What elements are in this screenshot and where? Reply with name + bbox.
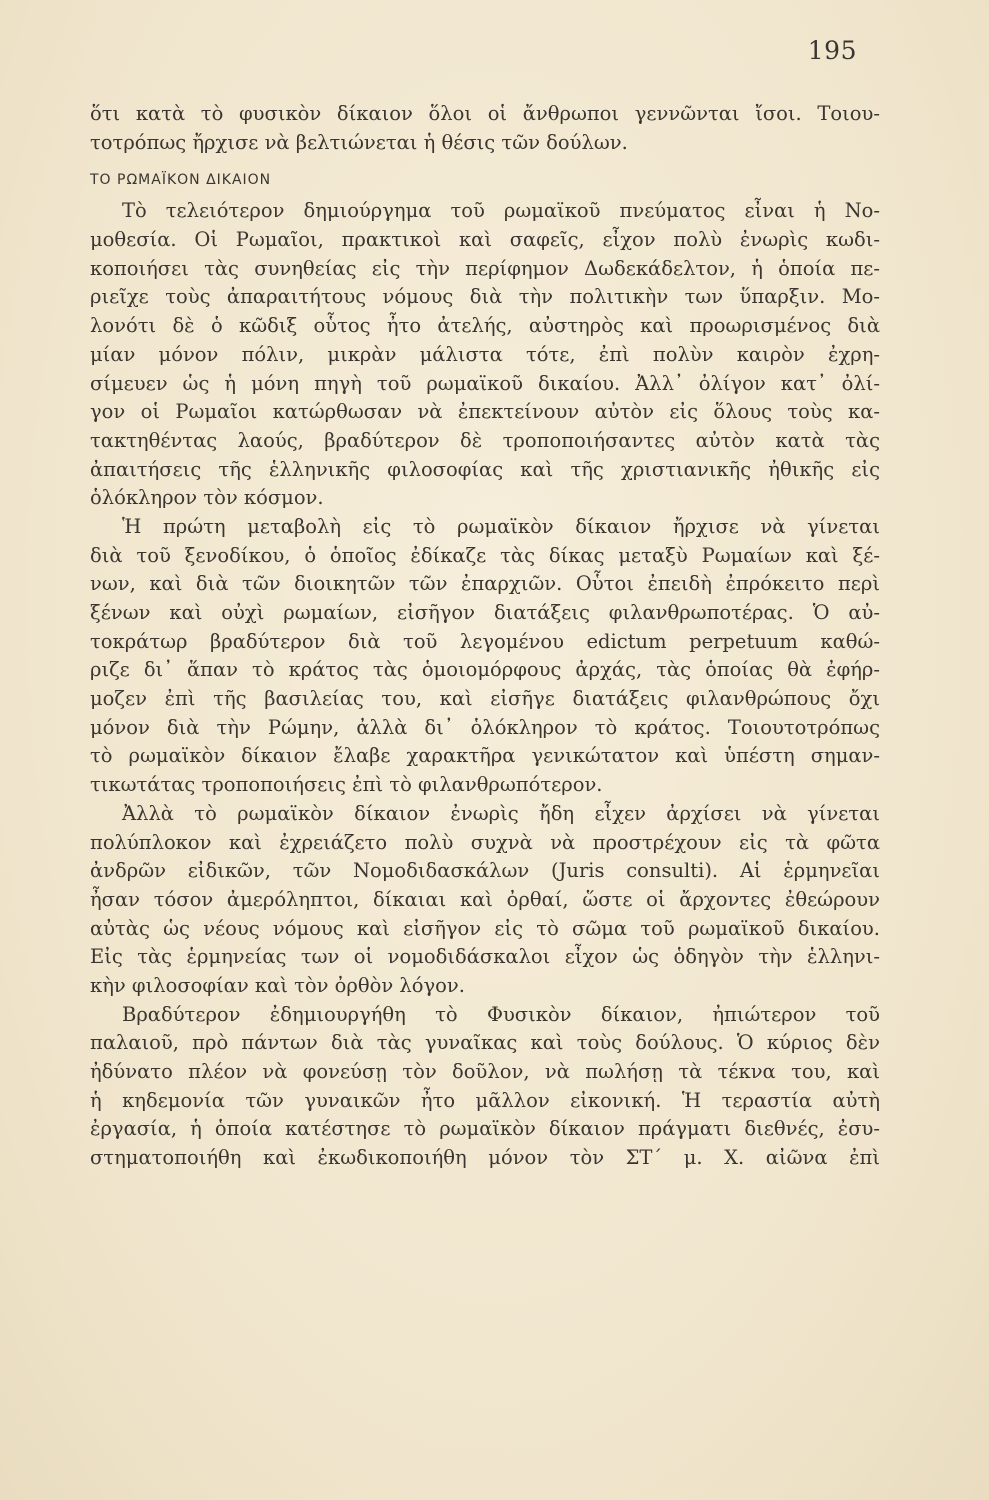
text-line: Εἰς τὰς ἑρμηνείας των οἱ νομοδιδάσκαλοι εἶχον ὡς ὁδηγὸν τὴν ἑλληνι-: [90, 945, 880, 969]
text-line: τοκράτωρ βραδύτερον διὰ τοῦ λεγομένου edictum perpetuum καθώ-: [90, 629, 880, 653]
text-line: ἠδύνατο πλέον νὰ φονεύσῃ τὸν δοῦλον, νὰ πωλήσῃ τὰ τέκνα του, καὶ: [90, 1060, 880, 1083]
page-number: 195: [807, 36, 857, 65]
text-line: ριζε δι᾽ ἅπαν τὸ κράτος τὰς ὁμοιομόρφους ἀρχάς, τὰς ὁποίας θὰ ἐφήρ-: [90, 658, 880, 682]
text-line: κὴν φιλοσοφίαν καὶ τὸν ὀρθὸν λόγον.: [90, 973, 465, 997]
text-line: Τὸ τελειότερον δημιούργημα τοῦ ρωμαϊκοῦ πνεύματος εἶναι ἡ Νο-: [122, 199, 880, 223]
text-line: ριεῖχε τοὺς ἀπαραιτήτους νόμους διὰ τὴν πολιτικὴν των ὕπαρξιν. Μο-: [90, 285, 880, 309]
text-line: ἀπαιτήσεις τῆς ἑλληνικῆς φιλοσοφίας καὶ τῆς χριστιανικῆς ἠθικῆς εἰς: [90, 457, 880, 481]
text-line: μοζεν ἐπὶ τῆς βασιλείας του, καὶ εἰσῆγε διατάξεις φιλανθρώπους ὄχι: [90, 687, 880, 711]
text-line: σίμευεν ὡς ἡ μόνη πηγὴ τοῦ ρωμαϊκοῦ δικαίου. Ἀλλ᾽ ὀλίγον κατ᾽ ὀλί-: [90, 371, 880, 395]
text-line: Ἡ πρώτη μεταβολὴ εἰς τὸ ρωμαϊκὸν δίκαιον ἤρχισε νὰ γίνεται: [122, 514, 880, 538]
text-line: Ἀλλὰ τὸ ρωμαϊκὸν δίκαιον ἐνωρὶς ἤδη εἶχεν ἀρχίσει νὰ γίνεται: [122, 801, 880, 825]
text-line: τακτηθέντας λαούς, βραδύτερον δὲ τροποποιήσαντες αὐτὸν κατὰ τὰς: [90, 428, 880, 452]
section-heading: ΤΟ ΡΩΜΑΪΚΟΝ ΔΙΚΑΙΟΝ: [90, 172, 272, 189]
body-text: [90, 100, 880, 1173]
text-line: ἦσαν τόσον ἀμερόληπτοι, δίκαιαι καὶ ὀρθαί, ὥστε οἱ ἄρχοντες ἐθεώρουν: [90, 887, 880, 911]
text-line: νων, καὶ διὰ τῶν διοικητῶν τῶν ἐπαρχιῶν. Οὗτοι ἐπειδὴ ἐπρόκειτο περὶ: [90, 572, 880, 596]
text-line: ἐργασία, ἡ ὁποία κατέστησε τὸ ρωμαϊκὸν δίκαιον πράγματι διεθνές, ἐσυ-: [90, 1117, 880, 1141]
text-line: πολύπλοκον καὶ ἐχρειάζετο πολὺ συχνὰ νὰ προστρέχουν εἰς τὰ φῶτα: [90, 830, 880, 854]
text-line: παλαιοῦ, πρὸ πάντων διὰ τὰς γυναῖκας καὶ τοὺς δούλους. Ὁ κύριος δὲν: [90, 1031, 880, 1055]
text-line: στηματοποιήθη καὶ ἐκωδικοποιήθη μόνον τὸν ΣΤ´ μ. Χ. αἰῶνα ἐπὶ: [90, 1146, 880, 1170]
text-line: ξένων καὶ οὐχὶ ρωμαίων, εἰσῆγον διατάξεις φιλανθρωποτέρας. Ὁ αὐ-: [90, 601, 880, 624]
text-line: γον οἱ Ρωμαῖοι κατώρθωσαν νὰ ἐπεκτείνουν αὐτὸν εἰς ὅλους τοὺς κα-: [90, 400, 880, 424]
text-line: μοθεσία. Οἱ Ρωμαῖοι, πρακτικοὶ καὶ σαφεῖς, εἶχον πολὺ ἐνωρὶς κωδι-: [90, 228, 880, 252]
text-line: τοτρόπως ἤρχισε νὰ βελτιώνεται ἡ θέσις τῶν δούλων.: [90, 130, 628, 154]
text-line: κοποιήσει τὰς συνηθείας εἰς τὴν περίφημον Δωδεκάδελτον, ἡ ὁποία πε-: [90, 256, 880, 280]
text-line: αὐτὰς ὡς νέους νόμους καὶ εἰσῆγον εἰς τὸ σῶμα τοῦ ρωμαϊκοῦ δικαίου.: [90, 916, 880, 940]
text-line: ὁλόκληρον τὸν κόσμον.: [90, 486, 324, 510]
text-line: διὰ τοῦ ξενοδίκου, ὁ ὁποῖος ἐδίκαζε τὰς δίκας μεταξὺ Ρωμαίων καὶ ξέ-: [90, 543, 880, 567]
text-line: ἀνδρῶν εἰδικῶν, τῶν Νομοδιδασκάλων (Juris consulti). Αἱ ἑρμηνεῖαι: [90, 859, 880, 883]
text-line: ἡ κηδεμονία τῶν γυναικῶν ἦτο μᾶλλον εἰκονική. Ἡ τεραστία αὐτὴ: [90, 1088, 880, 1112]
text-line: τικωτάτας τροποποιήσεις ἐπὶ τὸ φιλανθρωπότερον.: [90, 773, 603, 797]
text-line: τὸ ρωμαϊκὸν δίκαιον ἔλαβε χαρακτῆρα γενικώτατον καὶ ὑπέστη σημαν-: [90, 744, 880, 768]
text-line: λονότι δὲ ὁ κῶδιξ οὗτος ἦτο ἀτελής, αὐστηρὸς καὶ προωρισμένος διὰ: [90, 314, 880, 338]
text-line: Βραδύτερον ἐδημιουργήθη τὸ Φυσικὸν δίκαιον, ἠπιώτερον τοῦ: [122, 1002, 880, 1026]
text-line: μόνον διὰ τὴν Ρώμην, ἀλλὰ δι᾽ ὁλόκληρον τὸ κράτος. Τοιουτοτρόπως: [90, 715, 880, 739]
text-line: ὅτι κατὰ τὸ φυσικὸν δίκαιον ὅλοι οἱ ἄνθρωποι γεννῶνται ἴσοι. Τοιου-: [90, 102, 880, 125]
text-line: μίαν μόνον πόλιν, μικρὰν μάλιστα τότε, ἐπὶ πολὺν καιρὸν ἐχρη-: [90, 342, 880, 366]
